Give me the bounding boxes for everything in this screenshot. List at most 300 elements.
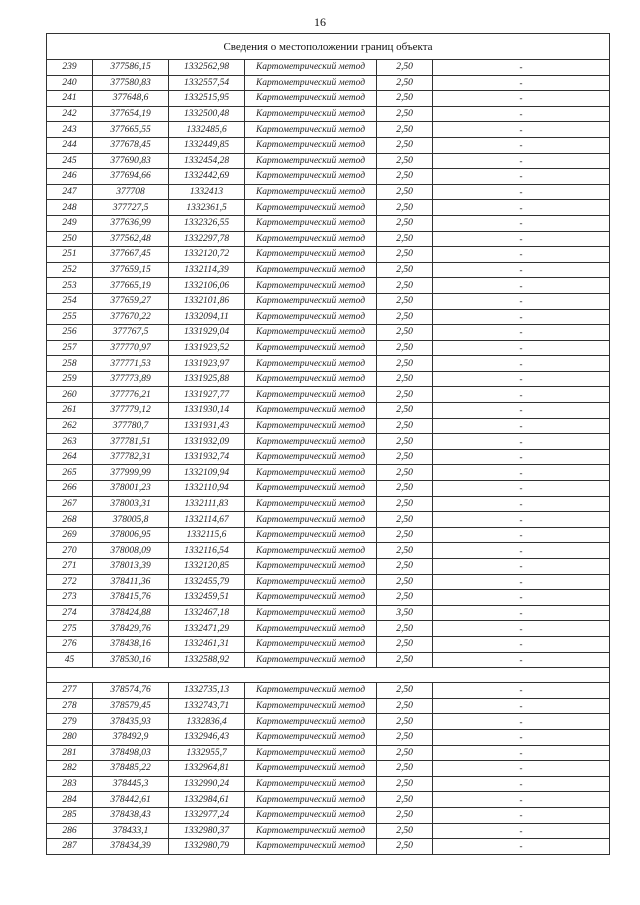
- accuracy-cell: 2,50: [377, 356, 433, 372]
- note-cell: -: [433, 729, 610, 745]
- point-number-cell: 285: [47, 807, 93, 823]
- y-coordinate-cell: 1332500,48: [169, 106, 245, 122]
- note-cell: -: [433, 387, 610, 403]
- point-number-cell: 260: [47, 387, 93, 403]
- note-cell: -: [433, 543, 610, 559]
- x-coordinate-cell: 378530,16: [93, 652, 169, 668]
- accuracy-cell: 2,50: [377, 761, 433, 777]
- page-number: 16: [314, 15, 326, 29]
- method-cell: Картометрический метод: [245, 527, 377, 543]
- accuracy-cell: 2,50: [377, 60, 433, 76]
- point-number-cell: 273: [47, 590, 93, 606]
- x-coordinate-cell: 377659,27: [93, 293, 169, 309]
- method-cell: Картометрический метод: [245, 262, 377, 278]
- accuracy-cell: 2,50: [377, 184, 433, 200]
- table-row: [47, 278, 610, 294]
- note-cell: -: [433, 807, 610, 823]
- method-cell: Картометрический метод: [245, 496, 377, 512]
- x-coordinate-cell: 377659,15: [93, 262, 169, 278]
- x-coordinate-cell: 378445,3: [93, 776, 169, 792]
- x-coordinate-cell: 378429,76: [93, 621, 169, 637]
- y-coordinate-cell: 1332455,79: [169, 574, 245, 590]
- x-coordinate-cell: 377773,89: [93, 371, 169, 387]
- y-coordinate-cell: 1331923,52: [169, 340, 245, 356]
- accuracy-cell: 2,50: [377, 839, 433, 855]
- note-cell: -: [433, 91, 610, 107]
- x-coordinate-cell: 377782,31: [93, 449, 169, 465]
- point-number-cell: 275: [47, 621, 93, 637]
- table-row: [47, 387, 610, 403]
- note-cell: -: [433, 496, 610, 512]
- x-coordinate-cell: 377781,51: [93, 434, 169, 450]
- table-row: [47, 574, 610, 590]
- x-coordinate-cell: 377999,99: [93, 465, 169, 481]
- method-cell: Картометрический метод: [245, 122, 377, 138]
- point-number-cell: 267: [47, 496, 93, 512]
- method-cell: Картометрический метод: [245, 605, 377, 621]
- method-cell: Картометрический метод: [245, 636, 377, 652]
- table-row: [47, 403, 610, 419]
- y-coordinate-cell: 1332735,13: [169, 683, 245, 699]
- point-number-cell: 245: [47, 153, 93, 169]
- note-cell: -: [433, 745, 610, 761]
- table-row: [47, 75, 610, 91]
- accuracy-cell: 2,50: [377, 496, 433, 512]
- x-coordinate-cell: 378433,1: [93, 823, 169, 839]
- table-row: [47, 559, 610, 575]
- x-coordinate-cell: 377562,48: [93, 231, 169, 247]
- y-coordinate-cell: 1332471,29: [169, 621, 245, 637]
- note-cell: -: [433, 481, 610, 497]
- y-coordinate-cell: 1332984,61: [169, 792, 245, 808]
- x-coordinate-cell: 378001,23: [93, 481, 169, 497]
- note-cell: -: [433, 698, 610, 714]
- x-coordinate-cell: 378434,39: [93, 839, 169, 855]
- table-row: [47, 325, 610, 341]
- table-row: [47, 496, 610, 512]
- method-cell: Картометрический метод: [245, 169, 377, 185]
- table-row: [47, 137, 610, 153]
- note-cell: -: [433, 278, 610, 294]
- y-coordinate-cell: 1331930,14: [169, 403, 245, 419]
- y-coordinate-cell: 1332955,7: [169, 745, 245, 761]
- accuracy-cell: 2,50: [377, 543, 433, 559]
- x-coordinate-cell: 378008,09: [93, 543, 169, 559]
- accuracy-cell: 2,50: [377, 807, 433, 823]
- accuracy-cell: 2,50: [377, 449, 433, 465]
- point-number-cell: 274: [47, 605, 93, 621]
- note-cell: -: [433, 247, 610, 263]
- accuracy-cell: 2,50: [377, 122, 433, 138]
- note-cell: -: [433, 823, 610, 839]
- accuracy-cell: 2,50: [377, 590, 433, 606]
- accuracy-cell: 2,50: [377, 465, 433, 481]
- method-cell: Картометрический метод: [245, 309, 377, 325]
- note-cell: -: [433, 714, 610, 730]
- point-number-cell: 239: [47, 60, 93, 76]
- method-cell: Картометрический метод: [245, 106, 377, 122]
- method-cell: Картометрический метод: [245, 729, 377, 745]
- x-coordinate-cell: 377771,53: [93, 356, 169, 372]
- method-cell: Картометрический метод: [245, 807, 377, 823]
- point-number-cell: 271: [47, 559, 93, 575]
- note-cell: -: [433, 403, 610, 419]
- x-coordinate-cell: 378442,61: [93, 792, 169, 808]
- accuracy-cell: 2,50: [377, 481, 433, 497]
- accuracy-cell: 2,50: [377, 729, 433, 745]
- method-cell: Картометрический метод: [245, 590, 377, 606]
- y-coordinate-cell: 1332515,95: [169, 91, 245, 107]
- point-number-cell: 261: [47, 403, 93, 419]
- accuracy-cell: 2,50: [377, 325, 433, 341]
- y-coordinate-cell: 1332980,37: [169, 823, 245, 839]
- y-coordinate-cell: 1332115,6: [169, 527, 245, 543]
- method-cell: Картометрический метод: [245, 278, 377, 294]
- accuracy-cell: 2,50: [377, 434, 433, 450]
- x-coordinate-cell: 378579,45: [93, 698, 169, 714]
- table-row: [47, 776, 610, 792]
- method-cell: Картометрический метод: [245, 200, 377, 216]
- x-coordinate-cell: 377580,83: [93, 75, 169, 91]
- note-cell: -: [433, 621, 610, 637]
- accuracy-cell: 2,50: [377, 340, 433, 356]
- note-cell: -: [433, 761, 610, 777]
- y-coordinate-cell: 1332467,18: [169, 605, 245, 621]
- x-coordinate-cell: 378013,39: [93, 559, 169, 575]
- y-coordinate-cell: 1332120,72: [169, 247, 245, 263]
- point-number-cell: 280: [47, 729, 93, 745]
- accuracy-cell: 2,50: [377, 137, 433, 153]
- note-cell: -: [433, 356, 610, 372]
- accuracy-cell: 2,50: [377, 776, 433, 792]
- note-cell: -: [433, 153, 610, 169]
- point-number-cell: 268: [47, 512, 93, 528]
- table-row: [47, 761, 610, 777]
- point-number-cell: 240: [47, 75, 93, 91]
- x-coordinate-cell: 378005,8: [93, 512, 169, 528]
- table-row: [47, 652, 610, 668]
- table-row: [47, 683, 610, 699]
- x-coordinate-cell: 377767,5: [93, 325, 169, 341]
- point-number-cell: 255: [47, 309, 93, 325]
- point-number-cell: 262: [47, 418, 93, 434]
- section-separator: [47, 668, 610, 683]
- x-coordinate-cell: 378424,88: [93, 605, 169, 621]
- x-coordinate-cell: 377770,97: [93, 340, 169, 356]
- accuracy-cell: 2,50: [377, 652, 433, 668]
- table-row: [47, 106, 610, 122]
- y-coordinate-cell: 1332114,67: [169, 512, 245, 528]
- y-coordinate-cell: 1332326,55: [169, 215, 245, 231]
- accuracy-cell: 2,50: [377, 278, 433, 294]
- table-row: [47, 153, 610, 169]
- y-coordinate-cell: 1332442,69: [169, 169, 245, 185]
- y-coordinate-cell: 1331927,77: [169, 387, 245, 403]
- y-coordinate-cell: 1332297,78: [169, 231, 245, 247]
- accuracy-cell: 2,50: [377, 153, 433, 169]
- point-number-cell: 277: [47, 683, 93, 699]
- x-coordinate-cell: 377586,15: [93, 60, 169, 76]
- point-number-cell: 244: [47, 137, 93, 153]
- table-row: [47, 481, 610, 497]
- method-cell: Картометрический метод: [245, 137, 377, 153]
- note-cell: -: [433, 683, 610, 699]
- y-coordinate-cell: 1332101,86: [169, 293, 245, 309]
- method-cell: Картометрический метод: [245, 215, 377, 231]
- y-coordinate-cell: 1332110,94: [169, 481, 245, 497]
- accuracy-cell: 2,50: [377, 698, 433, 714]
- accuracy-cell: 2,50: [377, 200, 433, 216]
- x-coordinate-cell: 377670,22: [93, 309, 169, 325]
- point-number-cell: 258: [47, 356, 93, 372]
- point-number-cell: 252: [47, 262, 93, 278]
- table-row: [47, 293, 610, 309]
- point-number-cell: 256: [47, 325, 93, 341]
- note-cell: -: [433, 325, 610, 341]
- section-separator-row: [47, 668, 610, 683]
- method-cell: Картометрический метод: [245, 543, 377, 559]
- note-cell: -: [433, 574, 610, 590]
- note-cell: -: [433, 340, 610, 356]
- accuracy-cell: 2,50: [377, 403, 433, 419]
- table-row: [47, 309, 610, 325]
- accuracy-cell: 2,50: [377, 75, 433, 91]
- note-cell: -: [433, 75, 610, 91]
- point-number-cell: 257: [47, 340, 93, 356]
- method-cell: Картометрический метод: [245, 184, 377, 200]
- accuracy-cell: 2,50: [377, 512, 433, 528]
- table-row: [47, 839, 610, 855]
- y-coordinate-cell: 1332459,51: [169, 590, 245, 606]
- table-row: [47, 91, 610, 107]
- point-number-cell: 247: [47, 184, 93, 200]
- y-coordinate-cell: 1331925,88: [169, 371, 245, 387]
- note-cell: -: [433, 605, 610, 621]
- method-cell: Картометрический метод: [245, 293, 377, 309]
- method-cell: Картометрический метод: [245, 698, 377, 714]
- method-cell: Картометрический метод: [245, 231, 377, 247]
- point-number-cell: 251: [47, 247, 93, 263]
- method-cell: Картометрический метод: [245, 792, 377, 808]
- table-row: [47, 371, 610, 387]
- method-cell: Картометрический метод: [245, 60, 377, 76]
- x-coordinate-cell: 377678,45: [93, 137, 169, 153]
- method-cell: Картометрический метод: [245, 559, 377, 575]
- note-cell: -: [433, 60, 610, 76]
- y-coordinate-cell: 1332588,92: [169, 652, 245, 668]
- table-title-row: [47, 34, 610, 60]
- point-number-cell: 45: [47, 652, 93, 668]
- point-number-cell: 287: [47, 839, 93, 855]
- note-cell: -: [433, 137, 610, 153]
- x-coordinate-cell: 377780,7: [93, 418, 169, 434]
- method-cell: Картометрический метод: [245, 512, 377, 528]
- note-cell: -: [433, 559, 610, 575]
- method-cell: Картометрический метод: [245, 371, 377, 387]
- table-row: [47, 215, 610, 231]
- accuracy-cell: 2,50: [377, 745, 433, 761]
- accuracy-cell: 2,50: [377, 574, 433, 590]
- method-cell: Картометрический метод: [245, 761, 377, 777]
- method-cell: Картометрический метод: [245, 403, 377, 419]
- table-row: [47, 231, 610, 247]
- y-coordinate-cell: 1332106,06: [169, 278, 245, 294]
- method-cell: Картометрический метод: [245, 621, 377, 637]
- table-row: [47, 262, 610, 278]
- x-coordinate-cell: 378492,9: [93, 729, 169, 745]
- accuracy-cell: 2,50: [377, 621, 433, 637]
- table-row: [47, 636, 610, 652]
- table-row: [47, 823, 610, 839]
- method-cell: Картометрический метод: [245, 714, 377, 730]
- method-cell: Картометрический метод: [245, 356, 377, 372]
- note-cell: -: [433, 215, 610, 231]
- x-coordinate-cell: 378485,22: [93, 761, 169, 777]
- method-cell: Картометрический метод: [245, 325, 377, 341]
- point-number-cell: 276: [47, 636, 93, 652]
- point-number-cell: 281: [47, 745, 93, 761]
- table-row: [47, 356, 610, 372]
- x-coordinate-cell: 377665,19: [93, 278, 169, 294]
- point-number-cell: 264: [47, 449, 93, 465]
- x-coordinate-cell: 377654,19: [93, 106, 169, 122]
- method-cell: Картометрический метод: [245, 465, 377, 481]
- point-number-cell: 243: [47, 122, 93, 138]
- method-cell: Картометрический метод: [245, 683, 377, 699]
- x-coordinate-cell: 377776,21: [93, 387, 169, 403]
- y-coordinate-cell: 1332964,81: [169, 761, 245, 777]
- y-coordinate-cell: 1332562,98: [169, 60, 245, 76]
- note-cell: -: [433, 792, 610, 808]
- table-row: [47, 621, 610, 637]
- note-cell: -: [433, 262, 610, 278]
- accuracy-cell: 2,50: [377, 418, 433, 434]
- table-row: [47, 200, 610, 216]
- note-cell: -: [433, 590, 610, 606]
- table-row: [47, 340, 610, 356]
- point-number-cell: 248: [47, 200, 93, 216]
- table-row: [47, 418, 610, 434]
- method-cell: Картометрический метод: [245, 574, 377, 590]
- method-cell: Картометрический метод: [245, 823, 377, 839]
- note-cell: -: [433, 200, 610, 216]
- point-number-cell: 270: [47, 543, 93, 559]
- x-coordinate-cell: 378003,31: [93, 496, 169, 512]
- method-cell: Картометрический метод: [245, 449, 377, 465]
- accuracy-cell: 2,50: [377, 106, 433, 122]
- note-cell: -: [433, 527, 610, 543]
- note-cell: -: [433, 652, 610, 668]
- accuracy-cell: 2,50: [377, 309, 433, 325]
- method-cell: Картометрический метод: [245, 340, 377, 356]
- table-row: [47, 512, 610, 528]
- note-cell: -: [433, 449, 610, 465]
- note-cell: -: [433, 636, 610, 652]
- y-coordinate-cell: 1332461,31: [169, 636, 245, 652]
- point-number-cell: 242: [47, 106, 93, 122]
- x-coordinate-cell: 378574,76: [93, 683, 169, 699]
- method-cell: Картометрический метод: [245, 652, 377, 668]
- method-cell: Картометрический метод: [245, 247, 377, 263]
- table-row: [47, 605, 610, 621]
- accuracy-cell: 2,50: [377, 387, 433, 403]
- point-number-cell: 263: [47, 434, 93, 450]
- note-cell: -: [433, 169, 610, 185]
- point-number-cell: 272: [47, 574, 93, 590]
- point-number-cell: 253: [47, 278, 93, 294]
- method-cell: Картометрический метод: [245, 387, 377, 403]
- method-cell: Картометрический метод: [245, 418, 377, 434]
- method-cell: Картометрический метод: [245, 91, 377, 107]
- point-number-cell: 246: [47, 169, 93, 185]
- point-number-cell: 265: [47, 465, 93, 481]
- note-cell: -: [433, 231, 610, 247]
- x-coordinate-cell: 378498,03: [93, 745, 169, 761]
- table-row: [47, 527, 610, 543]
- table-row: [47, 449, 610, 465]
- y-coordinate-cell: 1332557,54: [169, 75, 245, 91]
- x-coordinate-cell: 378411,36: [93, 574, 169, 590]
- y-coordinate-cell: 1332980,79: [169, 839, 245, 855]
- point-number-cell: 284: [47, 792, 93, 808]
- table-row: [47, 745, 610, 761]
- y-coordinate-cell: 1332977,24: [169, 807, 245, 823]
- accuracy-cell: 2,50: [377, 527, 433, 543]
- point-number-cell: 249: [47, 215, 93, 231]
- x-coordinate-cell: 377636,99: [93, 215, 169, 231]
- note-cell: -: [433, 293, 610, 309]
- table-row: [47, 60, 610, 76]
- note-cell: -: [433, 309, 610, 325]
- y-coordinate-cell: 1332946,43: [169, 729, 245, 745]
- x-coordinate-cell: 377667,45: [93, 247, 169, 263]
- accuracy-cell: 2,50: [377, 714, 433, 730]
- point-number-cell: 266: [47, 481, 93, 497]
- table-row: [47, 729, 610, 745]
- method-cell: Картометрический метод: [245, 153, 377, 169]
- method-cell: Картометрический метод: [245, 434, 377, 450]
- y-coordinate-cell: 1332111,83: [169, 496, 245, 512]
- x-coordinate-cell: 377708: [93, 184, 169, 200]
- table-row: [47, 590, 610, 606]
- x-coordinate-cell: 377779,12: [93, 403, 169, 419]
- note-cell: -: [433, 434, 610, 450]
- x-coordinate-cell: 378006,95: [93, 527, 169, 543]
- accuracy-cell: 3,50: [377, 605, 433, 621]
- accuracy-cell: 2,50: [377, 683, 433, 699]
- y-coordinate-cell: 1331931,43: [169, 418, 245, 434]
- accuracy-cell: 2,50: [377, 823, 433, 839]
- y-coordinate-cell: 1331929,04: [169, 325, 245, 341]
- table-row: [47, 465, 610, 481]
- table-row: [47, 247, 610, 263]
- boundary-table-body: [47, 34, 610, 855]
- point-number-cell: 279: [47, 714, 93, 730]
- accuracy-cell: 2,50: [377, 91, 433, 107]
- method-cell: Картометрический метод: [245, 839, 377, 855]
- table-row: [47, 169, 610, 185]
- note-cell: -: [433, 122, 610, 138]
- y-coordinate-cell: 1331932,09: [169, 434, 245, 450]
- x-coordinate-cell: 377690,83: [93, 153, 169, 169]
- point-number-cell: 286: [47, 823, 93, 839]
- note-cell: -: [433, 418, 610, 434]
- x-coordinate-cell: 378438,16: [93, 636, 169, 652]
- accuracy-cell: 2,50: [377, 215, 433, 231]
- y-coordinate-cell: 1332094,11: [169, 309, 245, 325]
- point-number-cell: 282: [47, 761, 93, 777]
- x-coordinate-cell: 378435,93: [93, 714, 169, 730]
